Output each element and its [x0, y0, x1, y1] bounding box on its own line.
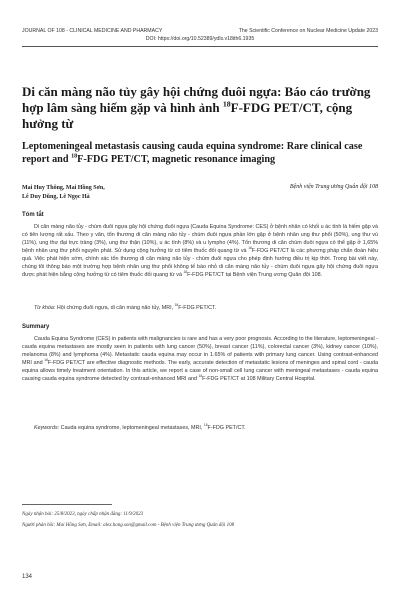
article-title-vietnamese [22, 84, 378, 132]
page-number: 134 [22, 574, 33, 580]
keywords-vi-text: Hội chứng đuôi ngựa, di căn màng não tủy, MRI, [55, 305, 175, 311]
summary-en-text-2: F-FDG PET/CT are effective diagnostic methods. The early, accurate detection of metastatic lesions of meninges and spinal cord - cauda equina allows timely treatment orientation. In this article, we report a case of non-small cell lung cancer with meningeal metastases - cauda equina causing cauda equina syndrome detected by contrast-enhanced MRI and [22, 359, 379, 382]
title-vi-part1: Di căn màng não tủy gây hội chứng đuôi ngựa: Báo cáo trường hợp lâm sàng hiếm gặp và hình ảnh [22, 84, 371, 115]
keywords-vi-sup: 18 [174, 303, 179, 308]
summary-vi-sup-2: 18 [183, 269, 188, 274]
keywords-en [22, 424, 378, 432]
footnote-divider [22, 504, 112, 505]
header-divider [22, 46, 378, 47]
summary-en-text-1: Cauda Equina Syndrome (CES) in patients with malignancies is rare and has a very poor prognosis. According to the literature, leptomeningeal - cauda equina metastases are mostly seen in patients with lung cancer (50%), breast cancer (11%), colorectal cancer (3%), kidney cancer (10%), melanoma (8%) and lymphoma (4%). Metastatic cauda equina may occur in 1.65% of patients with primary lung cancer. Using contrast-enhanced MRI and [22, 336, 378, 366]
summary-vi-heading: Tóm tắt [22, 212, 44, 218]
title-en-part1: Leptomeningeal metastasis causing cauda equina syndrome: Rare clinical case report and [22, 141, 363, 165]
footnote-dates: Ngày nhận bài: 25/8/2023, ngày chấp nhận đăng: 11/9/2023 [22, 512, 144, 517]
summary-vi-text-2: F-FDG PET/CT là các phương pháp chẩn đoán hiệu quả. Việc phát hiện sớm, chính xác tổn thương di căn màng não tủy - chùm đuôi ngựa cho phép định hướng điều trị kịp thời. Trong bài viết này, chúng tôi thông báo một trường hợp bệnh nhân ung thư phổi không tế bào nhỏ di căn màng não tủy - chùm đuôi ngựa gây hội chứng đuôi ngựa được phát hiện bằng cộng hưởng từ có tiêm thuốc đối quang từ và [22, 247, 378, 278]
author-affiliation: Bệnh viện Trung ương Quân đội 108 [289, 184, 378, 190]
summary-en-body [22, 336, 378, 384]
doi-link[interactable]: DOI: https://doi.org/10.52389/ydls.v18ith6.1935 [145, 36, 255, 42]
article-title-english [22, 140, 378, 166]
keywords-en-tail: F-FDG PET/CT. [207, 425, 246, 431]
summary-vi-text-1: Di căn màng não tủy - chùm đuôi ngựa gây hội chứng đuôi ngựa (Cauda Equina Syndrome: CES) ở bệnh nhân có khối u ác tính là hiếm gặp và có tiên lượng rất xấu. Theo y văn, tổn thương di căn màng não tủy - chùm đuôi ngựa phần lớn gặp ở bệnh nhân ung thư phổi (50%), ung thư vú (11%), ung thư đại trực tràng (3%), ung thư thận (10%), u ác tính (8%) và u lympho (4%). Tổn thương di căn chùm đuôi ngựa có thể gặp ở 1,65% bệnh nhân ung thư phổi nguyên phát. Sử dụng cộng hưởng từ có tiêm thuốc đối quang từ và [22, 224, 378, 254]
keywords-vi-label: Từ khóa: [34, 305, 56, 311]
title-en-part2: F-FDG PET/CT, magnetic resonance imaging [77, 154, 276, 165]
summary-vi-body [22, 224, 378, 280]
keywords-vi [22, 304, 378, 312]
summary-en-sup-1: 18 [44, 358, 48, 363]
author-list [22, 184, 105, 202]
keywords-en-sup: 18 [203, 423, 208, 428]
conference-name: The Scientific Conference on Nuclear Medicine Update 2023 [238, 28, 378, 34]
title-en-superscript: 18 [71, 153, 78, 160]
summary-en-heading: Summary [22, 324, 50, 330]
title-vi-superscript: 18 [222, 99, 231, 109]
summary-vi-text-3: F-FDG PET/CT tại Bệnh viện Trung ương Quân đội 108. [187, 271, 323, 278]
keywords-en-label: Keywords: [34, 425, 60, 431]
title-vi-part2: F-FDG PET/CT, cộng hưởng từ [22, 100, 353, 131]
authors-line-2: Lê Duy Dũng, Lê Ngọc Hà [22, 194, 90, 200]
summary-vi-sup-1: 18 [248, 246, 252, 251]
summary-en-sup-2: 18 [198, 373, 203, 378]
keywords-vi-tail: F-FDG PET/CT. [178, 305, 217, 311]
footnote-contact: Người phản hồi: Mai Hồng Sơn, Email: alex.hong.son@gmail.com - Bệnh viện Trung ương Quân đội 108 [22, 523, 235, 528]
authors-line-1: Mai Huy Thông, Mai Hồng Sơn, [22, 185, 105, 191]
summary-en-text-3: F-FDG PET/CT at 108 Military Central Hospital. [202, 375, 316, 382]
journal-name: JOURNAL OF 108 - CLINICAL MEDICINE AND PHARMACY [22, 28, 163, 34]
keywords-en-text: Cauda equina syndrome, leptomeningeal metastases, MRI, [59, 425, 204, 431]
